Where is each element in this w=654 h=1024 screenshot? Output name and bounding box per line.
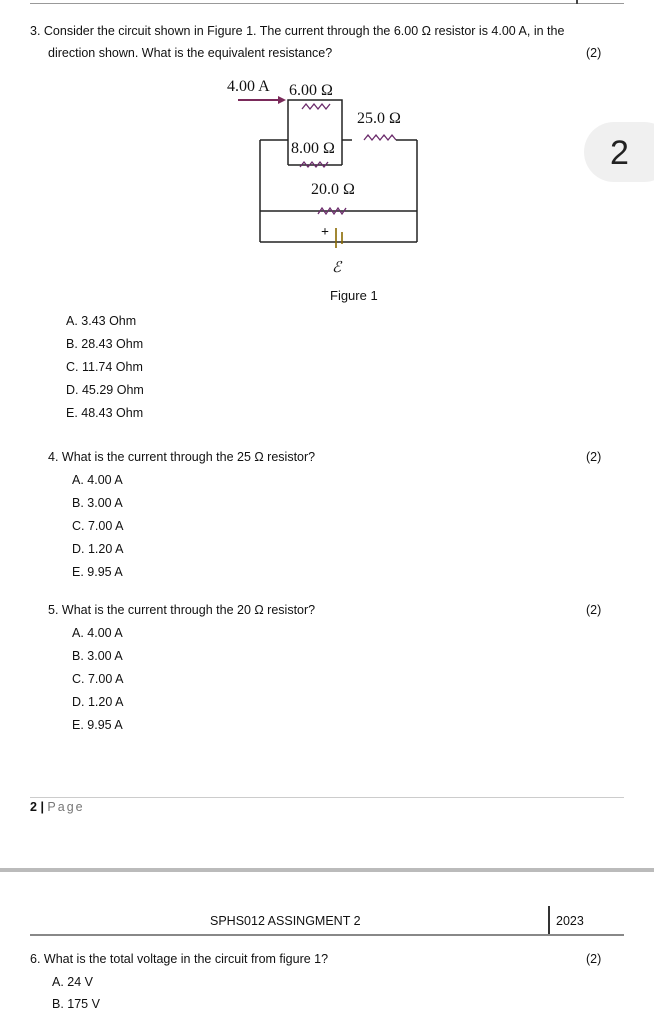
- q4-option-d: D. 1.20 A: [72, 542, 124, 556]
- q3-option-a: A. 3.43 Ohm: [66, 314, 137, 328]
- q5-option-e: E. 9.95 A: [72, 718, 123, 732]
- current-arrow-head: [278, 96, 286, 104]
- q3-option-c: C. 11.74 Ohm: [66, 360, 143, 374]
- q3-option-d: D. 45.29 Ohm: [66, 383, 144, 397]
- label-r20: 20.0 Ω: [311, 181, 355, 198]
- q6-option-a: A. 24 V: [52, 975, 93, 989]
- q3-line1: 3. Consider the circuit shown in Figure 1. The current through the 6.00 Ω resistor is 4.00 A, in the: [30, 24, 565, 38]
- label-current: 4.00 A: [227, 78, 270, 95]
- q5-option-c: C. 7.00 A: [72, 672, 124, 686]
- page-divider: [0, 868, 654, 872]
- q5-option-d: D. 1.20 A: [72, 695, 124, 709]
- label-r6: 6.00 Ω: [289, 82, 333, 99]
- q6-marks: (2): [586, 952, 602, 966]
- q3-option-e: E. 48.43 Ohm: [66, 406, 144, 420]
- q4-option-b: B. 3.00 A: [72, 496, 123, 510]
- q5-option-a: A. 4.00 A: [72, 626, 123, 640]
- header-rule: [30, 934, 624, 936]
- q5-option-b: B. 3.00 A: [72, 649, 123, 663]
- figure-caption: Figure 1: [330, 288, 378, 303]
- q4-text: 4. What is the current through the 25 Ω resistor?: [48, 450, 316, 464]
- header-year: 2023: [556, 914, 584, 928]
- q4-marks: (2): [586, 450, 602, 464]
- q5-marks: (2): [586, 603, 602, 617]
- q3-line2: direction shown. What is the equivalent resistance?: [48, 46, 333, 60]
- footer-rule: [30, 797, 624, 798]
- label-r8: 8.00 Ω: [291, 140, 335, 157]
- header-title: SPHS012 ASSINGMENT 2: [210, 914, 361, 928]
- q6-text: 6. What is the total voltage in the circuit from figure 1?: [30, 952, 329, 966]
- footer-page-label: Page: [47, 800, 85, 814]
- header-year-separator: [548, 906, 550, 934]
- q4-option-a: A. 4.00 A: [72, 473, 123, 487]
- q6-option-b: B. 175 V: [52, 997, 100, 1011]
- q4-option-e: E. 9.95 A: [72, 565, 123, 579]
- page-footer: [30, 800, 85, 814]
- label-plus: +: [321, 225, 329, 240]
- q5-text: 5. What is the current through the 20 Ω resistor?: [48, 603, 316, 617]
- q4-option-c: C. 7.00 A: [72, 519, 124, 533]
- page-number-badge: [584, 122, 654, 182]
- resistor-25-zigzag: [364, 135, 396, 140]
- label-r25: 25.0 Ω: [357, 110, 401, 127]
- page-number-badge-text: 2: [610, 134, 629, 172]
- footer-page-sep: |: [40, 800, 44, 814]
- q3-option-b: B. 28.43 Ohm: [66, 337, 144, 351]
- label-emf: ℰ: [332, 260, 342, 276]
- q3-marks: (2): [586, 46, 602, 60]
- footer-page-number: 2: [30, 800, 37, 814]
- resistor-6-zigzag: [302, 104, 330, 109]
